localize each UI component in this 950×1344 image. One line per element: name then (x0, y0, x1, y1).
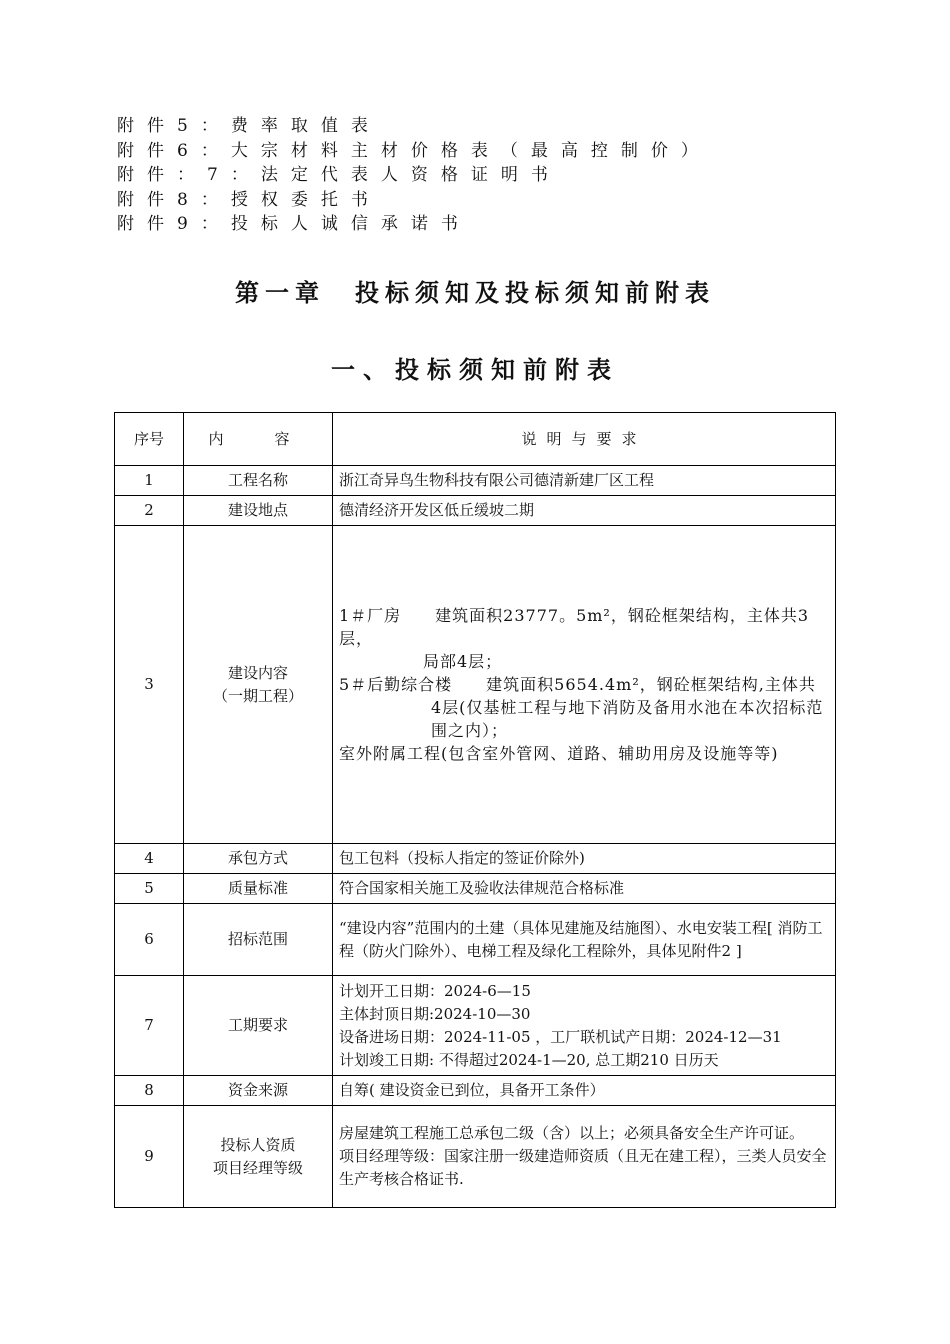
desc-line: 设备进场日期：2024-11-05 ，工厂联机试产日期：2024-12—31 (339, 1027, 782, 1046)
chapter-title: 第一章 投标须知及投标须知前附表 (235, 279, 715, 307)
row-item: 资金来源 (184, 1076, 333, 1106)
row-desc: 德清经济开发区低丘缓坡二期 (333, 496, 836, 526)
attachment-6: 附件6：大宗材料主材价格表（最高控制价） (117, 140, 711, 161)
row-no: 6 (115, 904, 184, 976)
row-desc (333, 1106, 836, 1208)
row-item: 工期要求 (184, 976, 333, 1076)
header-item: 内 容 (184, 413, 333, 466)
row-item: 建设地点 (184, 496, 333, 526)
row-no: 7 (115, 976, 184, 1076)
row-desc: 包工包料（投标人指定的签证价除外) (333, 844, 836, 874)
desc-line: 1＃厂房 建筑面积23777。5m²，钢砼框架结构，主体共3层， (339, 606, 810, 648)
row-desc: 浙江奇异鸟生物科技有限公司德清新建厂区工程 (333, 466, 836, 496)
table-row (115, 1076, 836, 1106)
header-desc: 说明与要求 (333, 413, 836, 466)
desc-line: 房屋建筑工程施工总承包二级（含）以上；必须具备安全生产许可证。 (339, 1124, 805, 1142)
attachment-9: 附件9：投标人诚信承诺书 (117, 214, 471, 234)
row-item-line2: （一期工程） (212, 686, 303, 705)
row-item (184, 526, 333, 844)
desc-line: 项目经理等级：国家注册一级建造师资质（且无在建工程），三类人员安全生产考核合格证书. (339, 1147, 827, 1188)
row-desc: 自筹( 建设资金已到位，具备开工条件） (333, 1076, 836, 1106)
table-row (115, 976, 836, 1076)
desc-line: 室外附属工程(包含室外管网、道路、辅助用房及设施等等) (339, 744, 779, 763)
row-item-line1: 建设内容 (227, 663, 288, 682)
row-item: 工程名称 (184, 466, 333, 496)
row-no: 9 (115, 1106, 184, 1208)
table-row (115, 904, 836, 976)
row-no: 5 (115, 874, 184, 904)
table-row (115, 466, 836, 496)
header-no: 序号 (115, 413, 184, 466)
table-row (115, 874, 836, 904)
row-no: 1 (115, 466, 184, 496)
row-desc: 符合国家相关施工及验收法律规范合格标准 (333, 874, 836, 904)
row-item: 质量标准 (184, 874, 333, 904)
row-item: 招标范围 (184, 904, 333, 976)
row-desc: “建设内容”范围内的土建（具体见建施及结施图）、水电安装工程[ 消防工程（防火门除外）、电梯工程及绿化工程除外，具体见附件2 ] (333, 904, 836, 976)
row-item (184, 1106, 333, 1208)
attachment-8: 附件8：授权委托书 (117, 189, 381, 210)
requirements-table (114, 412, 836, 1208)
table-row (115, 496, 836, 526)
row-desc (333, 526, 836, 844)
table-row (115, 844, 836, 874)
desc-line: 4层(仅基桩工程与地下消防及备用水池在本次招标范围之内）； (431, 698, 824, 740)
row-item-line2: 项目经理等级 (212, 1158, 303, 1177)
row-no: 8 (115, 1076, 184, 1106)
attachment-7: 附件：7：法定代表人资格证明书 (117, 165, 561, 185)
attachment-list (117, 114, 711, 237)
row-item: 承包方式 (184, 844, 333, 874)
desc-line: 5＃后勤综合楼 建筑面积5654.4m²，钢砼框架结构,主体共 (339, 675, 816, 694)
desc-line: 主体封顶日期:2024-10—30 (339, 1004, 531, 1023)
desc-line: 计划竣工日期: 不得超过2024-1—20, 总工期210 日历天 (339, 1050, 719, 1069)
row-no: 4 (115, 844, 184, 874)
section-title: 一、投标须知前附表 (331, 356, 619, 384)
table-row (115, 1106, 836, 1208)
desc-line: 计划开工日期：2024-6—15 (339, 981, 531, 1000)
row-desc (333, 976, 836, 1076)
table-header-row (115, 413, 836, 466)
desc-line: 局部4层； (423, 652, 503, 671)
table-row (115, 526, 836, 844)
attachment-5: 附件5：费率取值表 (117, 116, 381, 136)
row-no: 2 (115, 496, 184, 526)
row-item-line1: 投标人资质 (220, 1135, 296, 1154)
row-no: 3 (115, 526, 184, 844)
